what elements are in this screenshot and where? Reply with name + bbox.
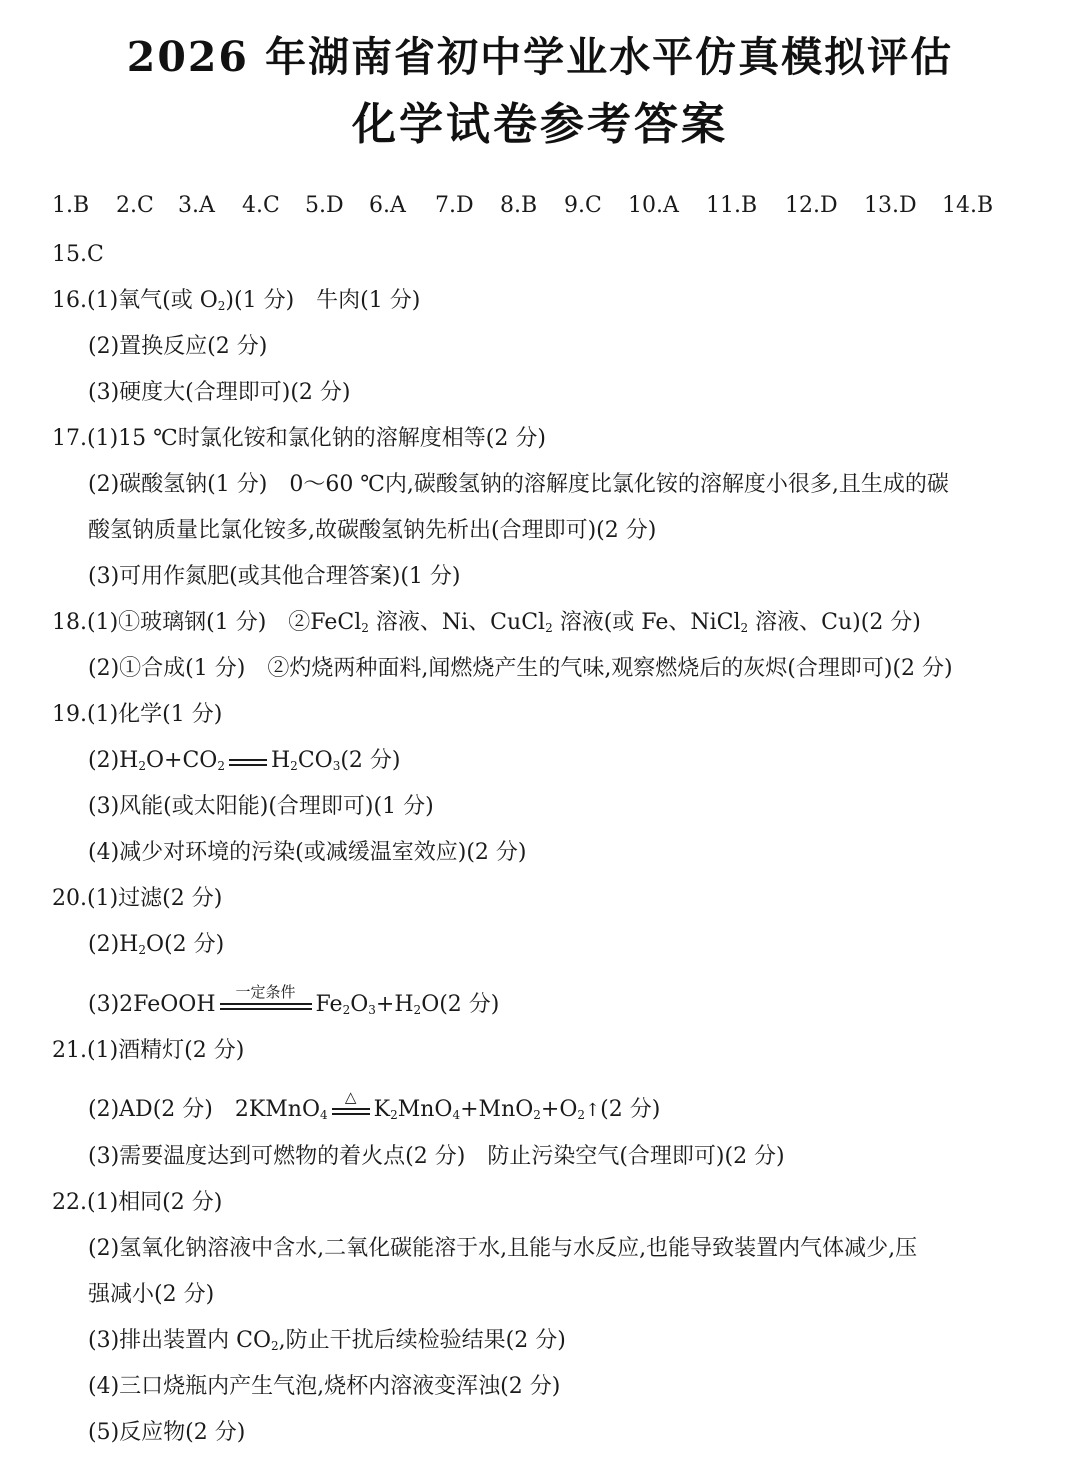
answer-19-4: (4)减少对环境的污染(或减缓温室效应)(2 分) — [88, 840, 527, 865]
mc-answer-13: 13.D — [864, 193, 917, 218]
answer-16-3: (3)硬度大(合理即可)(2 分) — [88, 380, 351, 405]
answer-17-2-cont: 酸氢钠质量比氯化铵多,故碳酸氢钠先析出(合理即可)(2 分) — [88, 518, 657, 543]
answer-20-2: $(2)H_2O(2$ 分) — [88, 932, 225, 957]
heating-condition-sign: △ — [328, 1095, 374, 1125]
mc-answer-1: 1.B — [52, 193, 90, 218]
mc-answer-7: 7.D — [435, 193, 474, 218]
answer-20-3: (3)2FeOOH 一定条件 $Fe_2O_3+H_2O(2$ 分) — [88, 990, 499, 1025]
mc-answer-3: 3.A — [178, 193, 215, 218]
answer-22-1: 22.(1)相同(2 分) — [52, 1190, 223, 1215]
answer-22-2: (2)氢氧化钠溶液中含水,二氧化碳能溶于水,且能与水反应,也能导致装置内气体减少,压 — [88, 1236, 918, 1261]
mc-answer-5: 5.D — [305, 193, 344, 218]
mc-answer-6: 6.A — [369, 193, 406, 218]
answer-22-5: (5)反应物(2 分) — [88, 1420, 246, 1445]
answer-20-1: 20.(1)过滤(2 分) — [52, 886, 223, 911]
answer-22-4: (4)三口烧瓶内产生气泡,烧杯内溶液变浑浊(2 分) — [88, 1374, 561, 1399]
equals-sign — [225, 746, 271, 776]
mc-answer-8: 8.B — [500, 193, 538, 218]
answer-17-2: (2)碳酸氢钠(1 分) 0～60 ℃内,碳酸氢钠的溶解度比氯化铵的溶解度小很多,且生成的碳 — [88, 472, 949, 497]
mc-answer-9: 9.C — [564, 193, 602, 218]
answer-16-1: 16.(1)氧气(或 $O_2)(1$ 分) 牛肉(1 分) — [52, 288, 421, 313]
mc-answer-2: 2.C — [116, 193, 154, 218]
answer-21-3: (3)需要温度达到可燃物的着火点(2 分) 防止污染空气(合理即可)(2 分) — [88, 1144, 785, 1169]
answer-21-2: (2)AD(2 分) 2KMnO$_4$ △ $K_2MnO_4+MnO_2+O_2↑(2$ 分) — [88, 1095, 660, 1130]
answer-22-3: (3)排出装置内 $CO_2$,防止干扰后续检验结果(2 分) — [88, 1328, 566, 1353]
reaction-condition-sign: 一定条件 — [216, 990, 316, 1020]
page-title: 2026 年湖南省初中学业水平仿真模拟评估 — [126, 33, 954, 81]
answer-19-1: 19.(1)化学(1 分) — [52, 702, 223, 727]
answer-22-2-cont: 强减小(2 分) — [88, 1282, 215, 1307]
mc-answer-11: 11.B — [706, 193, 758, 218]
answer-17-3: (3)可用作氮肥(或其他合理答案)(1 分) — [88, 564, 461, 589]
answer-18-1: 18.(1)①玻璃钢(1 分) ②FeCl$_2$ 溶液、Ni、CuCl$_2$ 溶液(或 Fe、NiCl$_2$ 溶液、Cu)(2 分) — [52, 610, 921, 635]
answer-21-1: 21.(1)酒精灯(2 分) — [52, 1038, 245, 1063]
answer-17-1: 17.(1)15 ℃时氯化铵和氯化钠的溶解度相等(2 分) — [52, 426, 546, 451]
answer-19-3: (3)风能(或太阳能)(合理即可)(1 分) — [88, 794, 434, 819]
mc-answer-15: 15.C — [52, 242, 104, 267]
page-subtitle: 化学试卷参考答案 — [352, 99, 728, 150]
mc-answer-14: 14.B — [942, 193, 994, 218]
answer-16-2: (2)置换反应(2 分) — [88, 334, 268, 359]
mc-answer-12: 12.D — [785, 193, 838, 218]
mc-answer-4: 4.C — [242, 193, 280, 218]
gas-arrow-icon: ↑ — [585, 1100, 601, 1121]
answer-19-2: $(2)H_2O+CO_2$ $H_2CO_3(2$ 分) — [88, 746, 401, 781]
answer-18-2: (2)①合成(1 分) ②灼烧两种面料,闻燃烧产生的气味,观察燃烧后的灰烬(合理即可)(2 分) — [88, 656, 953, 681]
mc-answer-10: 10.A — [628, 193, 679, 218]
